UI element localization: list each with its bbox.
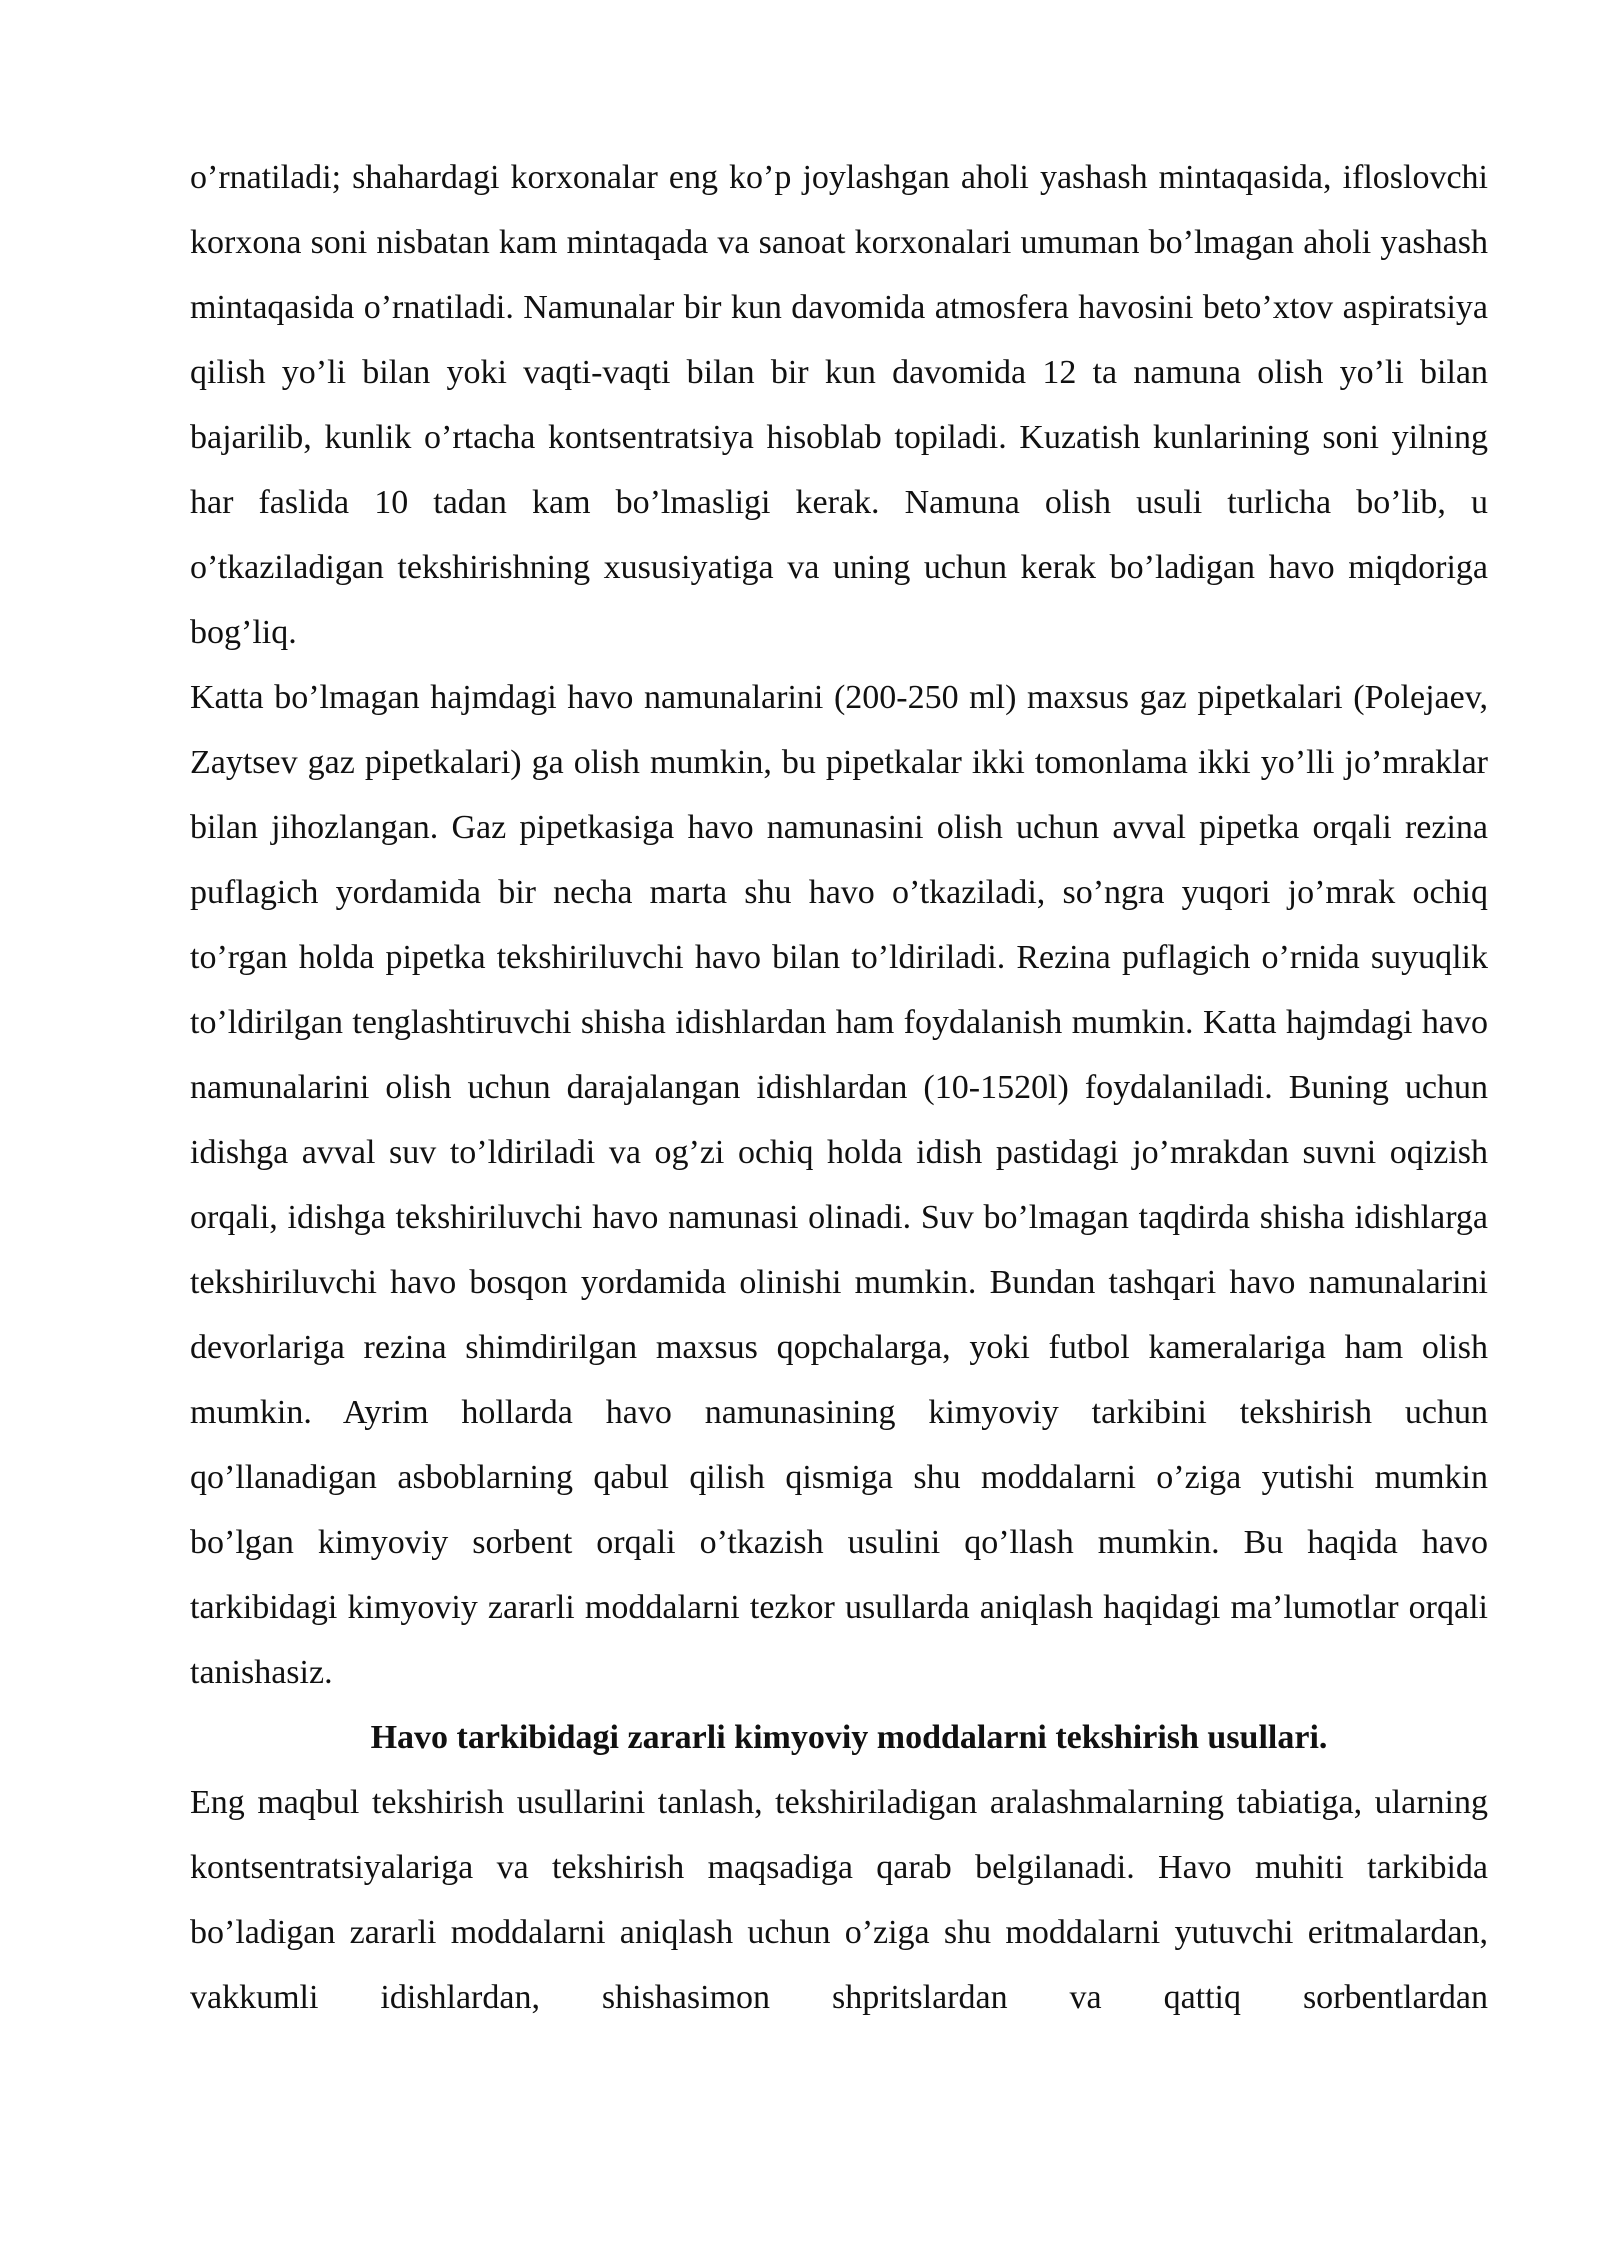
section-heading: Havo tarkibidagi zararli kimyoviy moddalarni tekshirish usullari.	[370, 1719, 1328, 1756]
document-page	[190, 145, 1488, 2030]
paragraph-sample-collection-methods: Katta bo’lmagan hajmdagi havo namunalarini (200-250 ml) maxsus gaz pipetkalari (Polejaev, Zaytsev gaz pipetkalari) ga olish mumkin, bu pipetkalar ikki tomonlama ikki yo’lli jo’mraklar bilan jihozlangan. Gaz pipetkasiga havo namunasini olish uchun avval pipetka orqali rezina puflagich yordamida bir necha marta shu havo o’tkaziladi, so’ngra yuqori jo’mrak ochiq to’rgan holda pipetka tekshiriluvchi havo bilan to’ldiriladi. Rezina puflagich o’rnida suyuqlik to’ldirilgan tenglashtiruvchi shisha idishlardan ham foydalanish mumkin. Katta hajmdagi havo namunalarini olish uchun darajalangan idishlardan (10-1520l) foydalaniladi. Buning uchun idishga avval suv to’ldiriladi va og’zi ochiq holda idish pastidagi jo’mrakdan suvni oqizish orqali, idishga tekshiriluvchi havo namunasi olinadi. Suv bo’lmagan taqdirda shisha idishlarga tekshiriluvchi havo bosqon yordamida olinishi mumkin. Bundan tashqari havo namunalarini devorlariga rezina shimdirilgan maxsus qopchalarga, yoki futbol kameralariga ham olish mumkin. Ayrim hollarda havo namunasining kimyoviy tarkibini tekshirish uchun qo’llanadigan asboblarning qabul qilish qismiga shu moddalarni o’ziga yutishi mumkin bo’lgan kimyoviy sorbent orqali o’tkazish usulini qo’llash mumkin. Bu haqida havo tarkibidagi kimyoviy zararli moddalarni tezkor usullarda aniqlash haqidagi ma’lumotlar orqali tanishasiz.	[190, 679, 1488, 1691]
paragraph-air-sampling-points: o’rnatiladi; shahardagi korxonalar eng ko’p joylashgan aholi yashash mintaqasida, ifloslovchi korxona soni nisbatan kam mintaqada va sanoat korxonalari umuman bo’lmagan aholi yashash mintaqasida o’rnatiladi. Namunalar bir kun davomida atmosfera havosini beto’xtov aspiratsiya qilish yo’li bilan yoki vaqti-vaqti bilan bir kun davomida 12 ta namuna olish yo’li bilan bajarilib, kunlik o’rtacha kontsentratsiya hisoblab topiladi. Kuzatish kunlarining soni yilning har faslida 10 tadan kam bo’lmasligi kerak. Namuna olish usuli turlicha bo’lib, u o’tkaziladigan tekshirishning xususiyatiga va uning uchun kerak bo’ladigan havo miqdoriga bog’liq.	[190, 159, 1488, 651]
paragraph-testing-methods: Eng maqbul tekshirish usullarini tanlash, tekshiriladigan aralashmalarning tabiatiga, ularning kontsentratsiyalariga va tekshirish maqsadiga qarab belgilanadi. Havo muhiti tarkibida bo’ladigan zararli moddalarni aniqlash uchun o’ziga shu moddalarni yutuvchi eritmalardan, vakkumli idishlardan, shishasimon shpritslardan va qattiq sorbentlardan	[190, 1784, 1488, 2016]
